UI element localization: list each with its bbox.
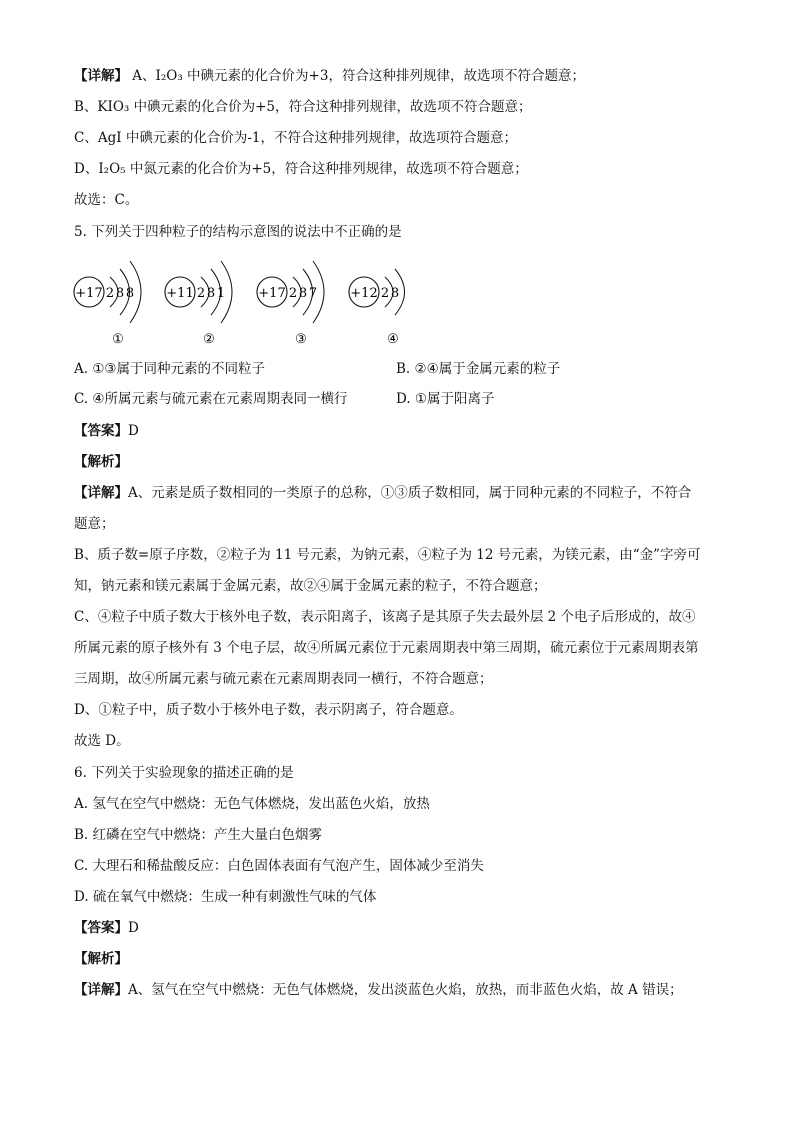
q6-option-c: C. 大理石和稀盐酸反应：白色固体表面有气泡产生，固体减少至消失: [74, 858, 484, 874]
q6-analysis-heading: 【解析】: [74, 951, 128, 967]
shell-electron-count: 8: [298, 286, 308, 301]
nucleus-charge: +17: [258, 286, 286, 301]
q5-detail-line: 题意；: [74, 516, 115, 532]
shell-electron-count: 8: [115, 286, 125, 301]
particle-1: [74, 261, 141, 347]
q5-analysis-heading: 【解析】: [74, 454, 128, 470]
q5-option-b: B. ②④属于金属元素的粒子: [396, 361, 561, 377]
q6-option-a: A. 氢气在空气中燃烧：无色气体燃烧，发出蓝色火焰，放热: [74, 796, 430, 812]
nucleus-charge: +12: [350, 286, 378, 301]
q6-detail-line: 【详解】A、氢气在空气中燃烧：无色气体燃烧，发出淡蓝色火焰，放热，而非蓝色火焰，故 A 错误；: [74, 982, 683, 998]
detail-line-3: C、AgI 中碘元素的化合价为-1，不符合这种排列规律，故选项符合题意；: [74, 130, 517, 146]
q6-option-b: B. 红磷在空气中燃烧：产生大量白色烟雾: [74, 827, 323, 843]
q6-answer: 【答案】D: [74, 920, 139, 936]
shell-electron-count: 8: [125, 286, 135, 301]
shell-electron-count: 2: [288, 286, 298, 301]
nucleus-charge: +11: [166, 286, 194, 301]
question-6-stem: 6. 下列关于实验现象的描述正确的是: [74, 765, 294, 781]
shell-electron-count: 2: [105, 286, 115, 301]
particle-label: ③: [295, 332, 307, 347]
q5-detail-line: 三周期，故④所属元素与硫元素在元素周期表同一横行，不符合题意；: [74, 671, 493, 687]
q5-option-d: D. ①属于阳离子: [396, 391, 495, 407]
q5-detail-line: C、④粒子中质子数大于核外电子数，表示阳离子，该离子是其原子失去最外层 2 个电子后形成的，故④: [74, 609, 696, 625]
shell-electron-count: 2: [380, 286, 390, 301]
q5-option-a: A. ①③属于同种元素的不同粒子: [74, 361, 266, 377]
particle-label: ②: [203, 332, 215, 347]
q5-detail-line: 所属元素的原子核外有 3 个电子层，故④所属元素位于元素周期表中第三周期，硫元素位于元素周期表第: [74, 640, 699, 656]
shell-electron-count: 1: [216, 286, 226, 301]
particle-4: [349, 269, 405, 347]
q5-conclusion: 故选 D。: [74, 733, 130, 749]
shell-electron-count: 2: [196, 286, 206, 301]
q5-detail-line: B、质子数=原子序数，②粒子为 11 号元素，为钠元素，④粒子为 12 号元素，为镁元素，由“金”字旁可: [74, 547, 701, 563]
particle-3: [257, 261, 324, 347]
q5-detail-line: 知，钠元素和镁元素属于金属元素，故②④属于金属元素的粒子，不符合题意；: [74, 578, 547, 594]
particle-label: ④: [387, 332, 399, 347]
conclusion-line: 故选：C。: [74, 192, 139, 208]
particle-2: [165, 261, 232, 347]
detail-line-1: 【详解】 A、I₂O₃ 中碘元素的化合价为+3，符合这种排列规律，故选项不符合题意；: [74, 68, 585, 84]
particle-structure-diagram: [60, 250, 460, 350]
shell-electron-count: 8: [390, 286, 400, 301]
q5-answer: 【答案】D: [74, 423, 139, 439]
particle-label: ①: [112, 332, 124, 347]
q5-detail-line: D、①粒子中，质子数小于核外电子数，表示阴离子，符合题意。: [74, 702, 463, 718]
detail-line-2: B、KIO₃ 中碘元素的化合价为+5，符合这种排列规律，故选项不符合题意；: [74, 99, 532, 115]
q5-detail-line: 【详解】A、元素是质子数相同的一类原子的总称，①③质子数相同，属于同种元素的不同粒子，不符合: [74, 485, 692, 501]
shell-electron-count: 7: [308, 286, 318, 301]
detail-line-4: D、I₂O₅ 中氮元素的化合价为+5，符合这种排列规律，故选项不符合题意；: [74, 161, 528, 177]
q6-option-d: D. 硫在氧气中燃烧：生成一种有刺激性气味的气体: [74, 889, 377, 905]
q5-option-c: C. ④所属元素与硫元素在元素周期表同一横行: [74, 391, 348, 407]
nucleus-charge: +17: [75, 286, 103, 301]
shell-electron-count: 8: [206, 286, 216, 301]
question-5-stem: 5. 下列关于四种粒子的结构示意图的说法中不正确的是: [74, 224, 402, 240]
